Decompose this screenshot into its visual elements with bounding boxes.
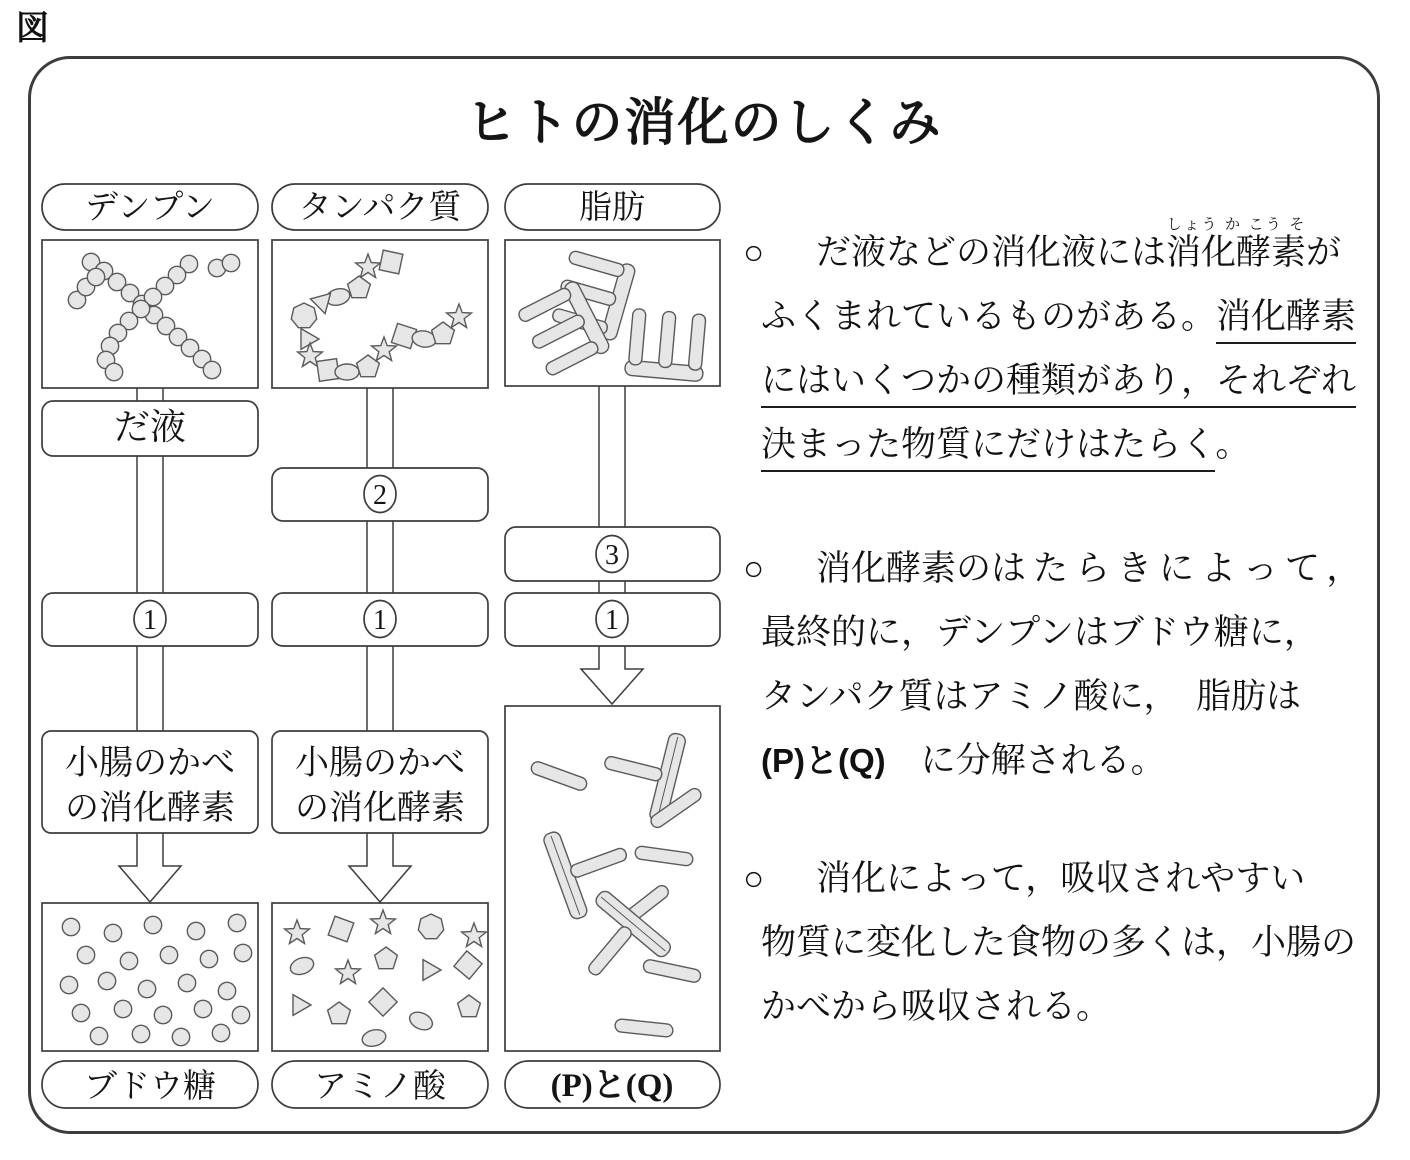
- note-line: [743, 413, 1391, 477]
- note-text: 消化酵素の: [816, 549, 992, 588]
- digestion-flow-diagram: [41, 183, 731, 1113]
- note-line: [743, 349, 1391, 413]
- wall-enzyme-line2: の消化酵素: [65, 790, 235, 827]
- note-line: [743, 537, 1391, 601]
- note-text: だ液などの消化液には: [816, 233, 1167, 272]
- arrow-protein-to-product: [349, 828, 411, 902]
- step3-number-fat: 3: [605, 540, 619, 571]
- note-text: ふくまれているものがある。: [761, 297, 1217, 336]
- p-and-q-text: (P)と(Q): [761, 742, 886, 779]
- product-label-amino-acid: アミノ酸: [314, 1069, 446, 1105]
- product-label-p-and-q: (P)と(Q): [550, 1068, 674, 1104]
- underlined-text: 消化酵素: [1216, 297, 1356, 344]
- bullet-circle-icon: ○: [743, 233, 765, 272]
- wall-enzyme-line1: 小腸のかべ: [65, 745, 235, 782]
- note-line: [743, 217, 1391, 285]
- underlined-text: 決まった物質にだけはたらく: [761, 425, 1215, 472]
- arrow-fat-to-product: [581, 641, 643, 704]
- note-text: タンパク質はアミノ酸に， 脂肪は: [761, 677, 1302, 716]
- substance-label-starch: デンプン: [84, 190, 216, 226]
- step1-number-protein: 1: [373, 605, 387, 636]
- note-text: 消化によって，吸収されやすい: [816, 859, 1306, 898]
- bullet-circle-icon: ○: [743, 549, 765, 588]
- note-line: [743, 601, 1391, 665]
- note-text: に分解される。: [885, 741, 1166, 780]
- saliva-label: だ液: [113, 407, 187, 447]
- substance-label-fat: 脂肪: [579, 190, 645, 226]
- wall-enzyme-line1: 小腸のかべ: [295, 745, 465, 782]
- substance-label-protein: タンパク質: [298, 190, 462, 226]
- step1-number-starch: 1: [143, 605, 157, 636]
- underlined-text: にはいくつかの種類があり，それぞれ: [761, 361, 1356, 408]
- note-text: 物質に変化した食物の多くは，小腸の: [761, 923, 1357, 962]
- note-line: [743, 911, 1391, 975]
- column-protein: [272, 184, 488, 1108]
- step2-number-protein: 2: [373, 480, 387, 511]
- figure-label: 図: [16, 9, 49, 46]
- bullet-circle-icon: ○: [743, 859, 765, 898]
- note-text: はたらきによって，: [991, 549, 1369, 588]
- ruby-shoukakouso: 消化酵素しょう か こう そ: [1166, 217, 1307, 272]
- step1-number-fat: 1: [605, 605, 619, 636]
- note-text: が: [1306, 233, 1342, 272]
- note-line: [743, 729, 1391, 793]
- note-text: 最終的に，デンプンはブドウ糖に，: [761, 613, 1319, 652]
- note-line: [743, 975, 1391, 1039]
- note-absorption: [743, 847, 1391, 1039]
- product-label-glucose: ブドウ糖: [84, 1069, 216, 1105]
- arrow-starch-to-product: [119, 828, 181, 902]
- note-text: 。: [1215, 425, 1251, 464]
- column-fat: [505, 184, 720, 1108]
- column-starch: [42, 184, 258, 1108]
- note-digestive-enzymes: [743, 217, 1391, 477]
- note-line: [743, 665, 1391, 729]
- note-final-breakdown: [743, 537, 1391, 793]
- figure-title: ヒトの消化のしくみ: [465, 94, 943, 151]
- wall-enzyme-line2: の消化酵素: [295, 790, 465, 827]
- note-line: [743, 847, 1391, 911]
- note-text: かべから吸収される。: [761, 987, 1112, 1026]
- note-line: [743, 285, 1391, 349]
- figure-frame: [28, 56, 1380, 1134]
